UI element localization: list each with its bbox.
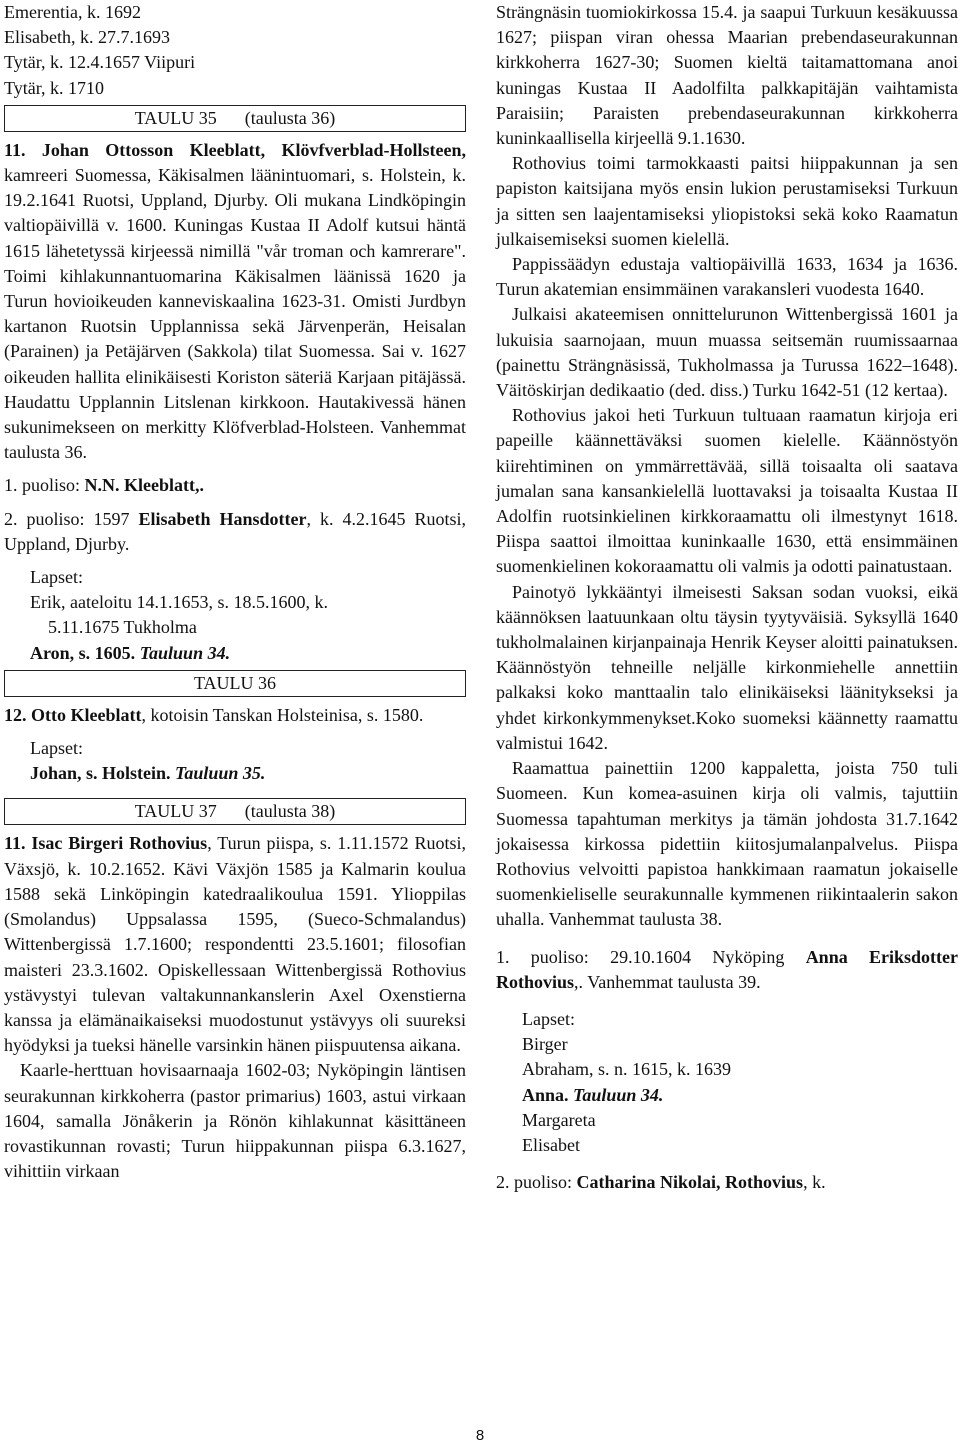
entry-name: Isac Birgeri Rothovius: [31, 833, 208, 854]
paragraph-raamattua: Raamattua painettiin 1200 kappaletta, joista 750 tuli Suomeen. Kun komea-asuinen kirja oli valmis, tajuttiin Suomessa tapahtuman merkitys ja tämän johdosta 31.7.1642 jokaisessa kirkossa pidettiin kiitosjumalanpalvelus. Piispa Rothovius velvoitti papistoa hankkimaan raamatun jokaiselle suomenkieliselle seurakunnalle kymmenen riikintaalerin sakon uhalla. Vanhemmat taulusta 38.: [496, 758, 958, 930]
lapset-label: Lapset:: [30, 567, 83, 588]
paragraph-julkaisi: Julkaisi akateemisen onnittelurunon Wittenbergissä 1601 ja lukuisia saarnojaan, muun muassa seitsemän ruumissaarnaa (painettu Strängnäsissä, Tukholmassa ja Turussa 1622–1648). Väitöskirjan dedikaatio (ded. diss.) Turku 1642-51 (12 kertaa).: [496, 304, 958, 401]
child-line: Tytär, k. 1710: [4, 77, 105, 98]
taulu-title: TAULU 37: [134, 801, 217, 822]
cross-reference: Tauluun 34.: [573, 1084, 664, 1105]
child-line: Elisabeth, k. 27.7.1693: [4, 27, 170, 48]
entry-otto-kleeblatt: 12. Otto Kleeblatt, kotoisin Tanskan Holsteinisa, s. 1580.: [4, 704, 424, 725]
taulu-title: TAULU 35: [134, 107, 217, 128]
taulu-ref: (taulusta 36): [244, 107, 336, 128]
spouse-1: 1. puoliso: N.N. Kleeblatt,.: [4, 475, 204, 496]
entry-johan-ottosson: [4, 138, 466, 466]
child-erik-cont: 5.11.1675 Tukholma: [48, 617, 197, 638]
child-birger: Birger: [522, 1034, 568, 1055]
child-abraham: Abraham, s. n. 1615, k. 1639: [522, 1059, 731, 1080]
spouse-2: 2. puoliso: Catharina Nikolai, Rothovius, k.: [496, 1172, 826, 1193]
right-column: [496, 0, 958, 1195]
entry-number: 12.: [4, 704, 27, 725]
entry-isac-rothovius: 11. Isac Birgeri Rothovius, Turun piispa, s. 1.11.1572 Ruotsi, Växsjö, k. 10.2.1652. Kävi Växjön 1585 ja Kalmarin koulua 1588 sekä Linköpingin katedraalikoulua 1591. Ylioppilas (Smolandus) Uppsalassa 1595, (Sueco-Schmalandus) Wittenbergissä 1.7.1600; respondentti 23.5.1601; filosofian maisteri 23.3.1602. Opiskellessaan Wittenbergissä Rothovius ystävystyi tulevan valtakunnankanslerin Axel Oxenstierna kanssa ja elämänaikaiseksi muodostunut ystävyys oli suureksi hyödyksi ja tueksi hänelle varsinkin hänen piispuutensa aikana.: [4, 833, 466, 1056]
child-erik: Erik, aateloitu 14.1.1653, s. 18.5.1600, k.: [30, 592, 328, 613]
taulu-ref: (taulusta 38): [244, 801, 336, 822]
page-number: 8: [475, 1427, 485, 1444]
entry-name: Otto Kleeblatt: [31, 704, 142, 725]
spouse-2: 2. puoliso: 1597 Elisabeth Hansdotter, k. 4.2.1645 Ruotsi, Uppland, Djurby.: [4, 508, 467, 554]
entry-text: kamreeri Suomessa, Käkisalmen läänintuomari, s. Holstein, k. 19.2.1641 Ruotsi, Uppland, Djurby. Oli mukana Lindköpingin valtiopäivillä v. 1600. Kuningas Kustaa II Adolf kutsui häntä 1615 lähetetyssä kirjeessä nimillä "vår troman och kamrerare". Toimi kihlakunnantuomarina Käkisalmen läänissä 1620 ja Turun hovioikeuden kanneviskaalina 1623-31. Omisti Jurdbyn kartanon Ruotsin Upplannissa sekä Järvenperän, Heisalan (Parainen) ja Petäjärven (Sakkola) tilat Suomessa. Sai v. 1627 oikeuden hallita elinikäisesti Koriston säteriä Karjaan pitäjässä. Haudattu Upplannin Litslenan kirkkoon. Hautakivessä hänen sukunimekseen on merkitty Klöfverblad-Holsteen. Vanhemmat taulusta 36.: [4, 165, 466, 463]
children-list: [496, 1007, 958, 1158]
lapset-label: Lapset:: [522, 1008, 575, 1029]
spouse-name: Elisabeth Hansdotter: [138, 508, 307, 529]
entry-name: Johan Ottosson Kleeblatt, Klövfverblad-Hollsteen,: [41, 139, 466, 160]
spouse-name: Anna Eriksdotter Rothovius: [496, 946, 958, 992]
paragraph-continuation: Strängnäsin tuomiokirkossa 15.4. ja saapui Turkuun kesäkuussa 1627; piispan viran ohessa Maarian prebendaseurakunnan kirkkoherra 1627-30; Suomen kieltä taitamattomana anoi kuningas Kustaa II Aadolfilta palkkapitäjän vaihtamista Paraisiin; Paraisten prebendaseurakunnan kirkkoherra kuninkaallisella kirjeellä 9.1.1630.: [496, 2, 958, 149]
taulu-title: TAULU 36: [193, 672, 277, 693]
child-anna: Anna. Tauluun 34.: [522, 1084, 664, 1105]
entry-number: 11.: [4, 139, 26, 160]
child-margareta: Margareta: [522, 1109, 596, 1130]
paragraph-kaarle: Kaarle-herttuan hovisaarnaaja 1602-03; Nyköpingin läntisen seurakunnan kirkkoherra (pastor primarius) 1603, astui virkaan 1604, samalla Jönåkerin ja Rönön kihlakunnat käsittäneen rovastikunnan rovasti; Turun hiippakunnan piispa 6.3.1627, vihittiin virkaan: [4, 1060, 466, 1182]
child-aron: Aron, s. 1605. Tauluun 34.: [30, 642, 231, 663]
spouse-1: 1. puoliso: 29.10.1604 Nyköping Anna Eriksdotter Rothovius,. Vanhemmat taulusta 39.: [496, 946, 958, 992]
taulu-36-heading: [4, 670, 466, 697]
paragraph-painotyo: Painotyö lykkääntyi ilmeisesti Saksan sodan vuoksi, eikä käännöksen laatuunkaan oltu täysin tyytyväisiä. Syksyllä 1640 tukholmalainen kirjanpainaja Henrik Keyser aloitti painatuksen. Käännöstyön tehneille neljälle kirkonmiehelle annettiin palkaksi koko manttaalin talo elinikäiseksi läänitykseksi ja yhdet kirkonkymmenykset.Koko suomeksi käännetty raamattu valmistui 1642.: [496, 581, 958, 753]
spouse-name: N.N. Kleeblatt,.: [84, 475, 204, 496]
child-johan: Johan, s. Holstein. Tauluun 35.: [30, 763, 266, 784]
paragraph-toimi: Rothovius toimi tarmokkaasti paitsi hiippakunnan ja sen papiston kaitsijana myös ensin lukion perustamiseksi Turkuun ja sitten sen laajentamiseksi yliopistoksi sekä koko Raamatun julkaisemiseksi suomen kielellä.: [496, 153, 958, 249]
cross-reference: Tauluun 35.: [175, 763, 266, 784]
left-column: [4, 0, 466, 1184]
taulu-35-heading: [4, 105, 466, 132]
children-list: [4, 736, 466, 786]
child-elisabet: Elisabet: [522, 1134, 580, 1155]
taulu-37-heading: [4, 798, 466, 825]
paragraph-pappissaadyn: Pappissäädyn edustaja valtiopäivillä 1633, 1634 ja 1636. Turun akatemian ensimmäinen varakansleri vuodesta 1640.: [496, 254, 958, 300]
paragraph-jakoi: Rothovius jakoi heti Turkuun tultuaan raamatun kirjoja eri papeille käännettäväksi suomen kielelle. Käännöstyön kiirehtiminen on ymmärrettävää, sillä toisaalta oli saatava jumalan sana kansankielellä luottavaksi ja toisaalta Kustaa II Adolfin ruotsinkielinen kirkkoraamattu oli ilmestynyt 1618. Piispa saattoi ilmoittaa kuninkaalle 1630, että ensimmäinen suomenkielinen kokoraamattu oli valmis ja odotti painatustaan.: [496, 405, 958, 577]
cross-reference: Tauluun 34.: [139, 642, 231, 663]
lapset-label: Lapset:: [30, 738, 83, 759]
children-list: [4, 565, 466, 666]
child-line: Tytär, k. 12.4.1657 Viipuri: [4, 52, 196, 73]
entry-number: 11.: [4, 833, 26, 854]
spouse-name: Catharina Nikolai, Rothovius: [576, 1172, 804, 1193]
child-line: Emerentia, k. 1692: [4, 2, 141, 22]
